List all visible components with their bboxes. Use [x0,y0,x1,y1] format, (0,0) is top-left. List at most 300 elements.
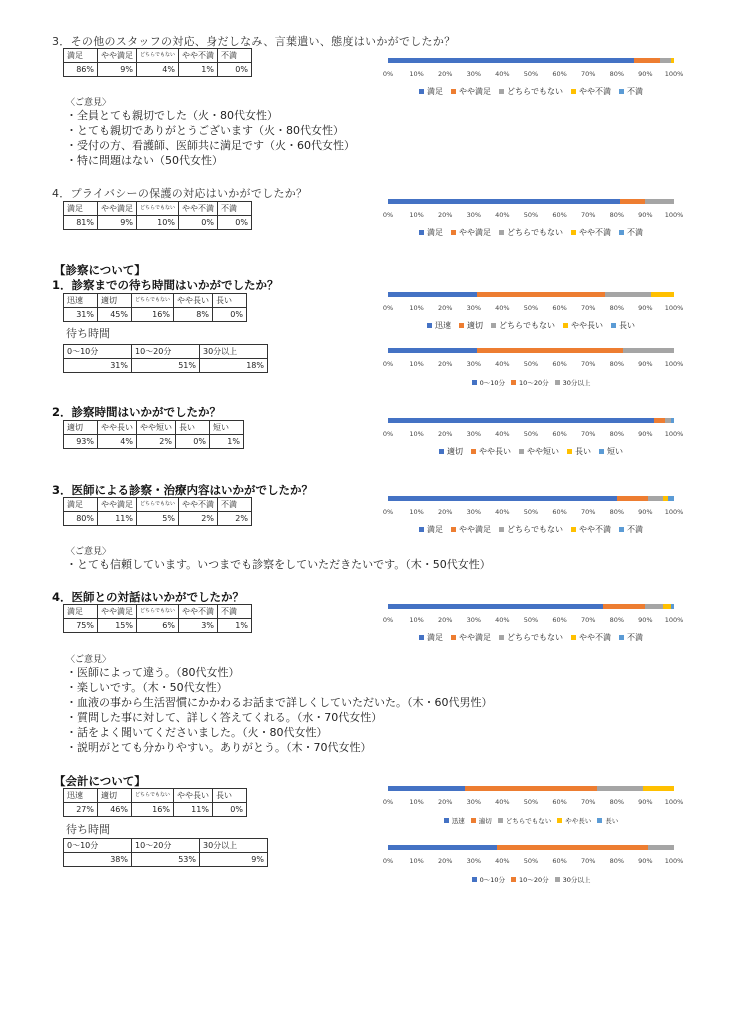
axis-tick-label: 10% [409,616,424,624]
table-header: 迅速 [64,789,98,803]
bar-segment [645,604,662,609]
privacy-table [63,201,252,230]
legend-label: やや不満 [578,228,611,237]
table-header: 適切 [98,294,132,308]
table-header: 10～20分 [132,839,200,853]
axis-tick-label: 50% [523,798,539,806]
legend-item [499,86,563,97]
chart-legend [388,524,674,535]
legend-item [444,816,465,825]
legend-swatch [451,635,456,640]
legend-swatch [472,877,477,882]
table-cell: 4% [137,63,179,77]
axis-tick-label: 10% [409,304,424,312]
bar-segment [651,292,674,297]
legend-item [619,227,643,238]
axis-tick-label: 50% [523,211,539,219]
exam-wait-time-table [63,344,268,373]
bar-segment [605,292,651,297]
legend-swatch [567,449,572,454]
legend-swatch [611,323,616,328]
bar-segment [671,418,674,423]
legend-label: 満足 [427,633,444,642]
axis-tick-label: 0% [382,360,394,368]
table-cell: 4% [98,435,137,449]
legend-swatch [451,230,456,235]
legend-item [571,86,611,97]
legend-label: 適切 [478,817,492,825]
comment-item: ・受付の方、看護師、医師共に満足です（火・60代女性） [66,139,355,152]
table-cell: 46% [98,803,132,817]
legend-label: どちらでもない [507,228,563,237]
table-cell: 0% [212,803,246,817]
chart-legend [388,378,674,387]
table-cell: 1% [217,619,251,633]
table-header: やや不満 [178,49,217,63]
axis-tick-label: 30% [466,360,482,368]
legend-swatch [571,89,576,94]
stacked-bar [388,786,674,791]
table-cell: 2% [217,512,251,526]
axis-tick-label: 60% [552,211,567,219]
legend-label: 満足 [427,525,444,534]
legend-label: 迅速 [451,817,465,825]
table-cell: 0% [176,435,210,449]
table-header: 10～20分 [132,345,200,359]
legend-label: 0～10分 [479,379,506,387]
table-cell: 45% [98,308,132,322]
table-cell: 2% [137,435,176,449]
legend-label: 短い [607,447,623,456]
staff-comments [66,108,355,168]
legend-label: どちらでもない [507,633,563,642]
comment-item: ・楽しいです。（木・50代女性） [66,681,228,694]
comments-title: 〈ご意見〉 [66,98,112,108]
legend-item [419,86,443,97]
axis-tick-label: 20% [437,211,453,219]
table-cell: 0% [178,216,217,230]
legend-label: 長い [575,447,591,456]
bar-segment [477,348,623,353]
axis-tick-label: 40% [495,211,510,219]
axis-tick-label: 90% [638,360,653,368]
legend-label: 適切 [447,447,463,456]
bar-segment [634,58,660,63]
table-cell: 31% [64,359,132,373]
axis-tick-label: 90% [638,798,653,806]
legend-item [567,446,591,457]
axis-tick-label: 30% [466,304,482,312]
table-cell: 16% [132,308,174,322]
legend-label: 0～10分 [479,876,506,884]
legend-swatch [451,89,456,94]
axis-tick-label: 40% [495,70,510,78]
axis-tick-label: 0% [382,430,394,438]
axis-tick-label: 90% [638,508,653,516]
legend-label: やや満足 [459,228,492,237]
legend-item [571,632,611,643]
axis-tick-label: 10% [409,70,424,78]
axis-tick-label: 60% [552,798,567,806]
legend-swatch [471,449,476,454]
legend-item [439,446,463,457]
legend-swatch [597,818,602,823]
axis-tick-label: 100% [664,211,684,219]
legend-item [597,816,618,825]
comment-item: ・医師によって違う。（80代女性） [66,666,240,679]
legend-swatch [498,818,503,823]
legend-swatch [491,323,496,328]
axis-tick-label: 70% [580,798,596,806]
table-header: やや長い [173,294,212,308]
axis-tick-label: 80% [609,508,625,516]
legend-label: 不満 [626,228,643,237]
axis-tick-label: 10% [409,798,424,806]
table-cell: 2% [178,512,217,526]
table-cell: 81% [64,216,98,230]
legend-swatch [519,449,524,454]
stacked-bar [388,292,674,297]
legend-item [511,875,549,884]
axis-tick-label: 30% [466,70,482,78]
axis-tick-label: 20% [437,798,453,806]
legend-item [471,446,511,457]
bar-segment [388,604,603,609]
axis-tick-label: 60% [552,430,567,438]
table-header: どちらでもない [137,49,179,63]
bar-segment [388,496,617,501]
bar-segment [388,418,654,423]
table-header: やや不満 [178,605,217,619]
legend-item [419,632,443,643]
legend-swatch [499,230,504,235]
axis-tick-label: 30% [466,857,482,865]
table-header: 迅速 [64,294,98,308]
legend-label: 不満 [626,525,643,534]
comment-item: ・全員とても親切でした（火・80代女性） [66,109,278,122]
axis-tick-label: 60% [552,360,567,368]
table-cell: 38% [64,853,132,867]
comment-item: ・血液の事から生活習慣にかかわるお話まで詳しくしていただいた。（木・60代男性） [66,696,493,709]
legend-swatch [619,527,624,532]
legend-label: 不満 [626,633,643,642]
legend-swatch [557,818,562,823]
legend-label: どちらでもない [505,817,552,825]
legend-swatch [451,527,456,532]
bar-segment [597,786,643,791]
bar-segment [477,292,606,297]
table-header: やや満足 [98,49,137,63]
bar-segment [643,786,674,791]
table-cell: 9% [200,853,268,867]
axis-tick-label: 60% [552,508,567,516]
table-header: 30分以上 [200,839,268,853]
chart-legend [388,320,674,331]
legend-item [619,524,643,535]
axis-tick-label: 90% [638,430,653,438]
legend-swatch [599,449,604,454]
axis-tick-label: 90% [638,857,653,865]
axis-tick-label: 90% [638,304,653,312]
axis-tick-label: 90% [638,616,653,624]
table-header: 長い [176,421,210,435]
table-header: やや不満 [178,202,217,216]
table-header: やや不満 [178,498,217,512]
table-header: どちらでもない [132,294,174,308]
axis-tick-label: 30% [466,211,482,219]
comment-item: ・特に問題はない（50代女性） [66,154,223,167]
table-cell: 18% [200,359,268,373]
legend-item [499,227,563,238]
table-cell: 11% [173,803,212,817]
table-header: 適切 [64,421,98,435]
axis-tick-label: 0% [382,70,394,78]
axis-tick-label: 100% [664,70,684,78]
legend-item [619,86,643,97]
table-cell: 93% [64,435,98,449]
table-header: 満足 [64,498,98,512]
axis-tick-label: 10% [409,211,424,219]
legend-swatch [499,635,504,640]
legend-label: やや長い [565,817,592,825]
legend-swatch [619,230,624,235]
legend-swatch [619,89,624,94]
comment-item: ・説明がとても分かりやすい。ありがとう。（木・70代女性） [66,741,372,754]
table-cell: 51% [132,359,200,373]
axis-tick-label: 10% [409,857,424,865]
legend-swatch [419,527,424,532]
legend-swatch [571,635,576,640]
bar-segment [497,845,649,850]
axis-tick-label: 100% [664,360,684,368]
table-header: 不満 [217,605,251,619]
legend-label: どちらでもない [507,525,563,534]
bar-segment [645,199,674,204]
bar-segment [648,845,674,850]
legend-label: やや満足 [459,87,492,96]
axis-tick-label: 40% [495,304,510,312]
table-header: 30分以上 [200,345,268,359]
chart-legend [388,86,674,97]
axis-tick-label: 20% [437,616,453,624]
table-header: やや長い [98,421,137,435]
axis-tick-label: 100% [664,508,684,516]
legend-label: 満足 [427,87,444,96]
legend-label: 長い [605,817,619,825]
axis-tick-label: 50% [523,304,539,312]
table-header: 0～10分 [64,345,132,359]
bar-segment [660,58,671,63]
axis-tick-label: 20% [437,70,453,78]
legend-swatch [571,527,576,532]
axis-tick-label: 20% [437,304,453,312]
bar-segment [671,604,674,609]
legend-item [498,816,551,825]
table-header: やや満足 [98,202,137,216]
axis-tick-label: 80% [609,70,625,78]
exam-time-table [63,420,244,449]
axis-tick-label: 50% [523,508,539,516]
legend-swatch [499,527,504,532]
bar-segment [388,786,465,791]
axis-tick-label: 80% [609,360,625,368]
bar-segment [465,786,597,791]
legend-swatch [563,323,568,328]
legend-label: やや長い [570,321,603,330]
legend-item [471,816,492,825]
comments-title: 〈ご意見〉 [66,547,112,557]
legend-item [451,227,491,238]
treatment-comments [66,557,491,572]
axis-tick-label: 70% [580,70,596,78]
comment-item: ・とても親切でありがとうございます（火・80代女性） [66,124,344,137]
table-header: 不満 [217,49,251,63]
table-cell: 10% [137,216,179,230]
table-cell: 5% [137,512,179,526]
axis-tick-label: 50% [523,360,539,368]
table-header: どちらでもない [137,605,179,619]
axis-tick-label: 60% [552,857,567,865]
axis-tick-label: 100% [664,798,684,806]
chart-legend [388,816,674,825]
legend-swatch [619,635,624,640]
chart-legend [388,446,674,457]
table-cell: 16% [132,803,174,817]
legend-swatch [419,635,424,640]
axis-tick-label: 20% [437,430,453,438]
legend-label: どちらでもない [507,87,563,96]
dialogue-table [63,604,252,633]
axis-tick-label: 0% [382,211,394,219]
legend-item [419,227,443,238]
table-cell: 86% [64,63,98,77]
axis-tick-label: 70% [580,430,596,438]
legend-swatch [472,380,477,385]
bar-segment [648,496,662,501]
billing-time-table [63,838,268,867]
table-cell: 27% [64,803,98,817]
axis-tick-label: 100% [664,304,684,312]
legend-label: どちらでもない [499,321,555,330]
wait-time-subtitle: 待ち時間 [66,327,110,340]
bar-segment [663,604,672,609]
table-header: やや長い [173,789,212,803]
table-cell: 0% [217,63,251,77]
legend-item [459,320,483,331]
dialogue-comments [66,665,493,755]
table-cell: 9% [98,63,137,77]
table-header: 長い [212,294,246,308]
table-cell: 9% [98,216,137,230]
treatment-table [63,497,252,526]
legend-label: 30分以上 [562,876,591,884]
axis-tick-label: 30% [466,616,482,624]
table-header: 長い [212,789,246,803]
table-cell: 80% [64,512,98,526]
staff-question: 3．その他のスタッフの対応、身だしなみ、言葉遣い、態度はいかがでしたか？ [52,35,456,48]
stacked-bar [388,199,674,204]
bar-segment [671,58,674,63]
axis-tick-label: 100% [664,857,684,865]
bar-segment [617,496,648,501]
table-cell: 3% [178,619,217,633]
axis-tick-label: 10% [409,430,424,438]
axis-tick-label: 80% [609,430,625,438]
legend-swatch [419,230,424,235]
chart-legend [388,227,674,238]
legend-item [451,86,491,97]
legend-label: やや満足 [459,525,492,534]
axis-tick-label: 50% [523,616,539,624]
axis-tick-label: 70% [580,857,596,865]
axis-tick-label: 80% [609,857,625,865]
table-header: どちらでもない [132,789,174,803]
legend-item [571,524,611,535]
axis-tick-label: 90% [638,211,653,219]
wait-time-subtitle: 待ち時間 [66,823,110,836]
legend-item [499,632,563,643]
table-cell: 75% [64,619,98,633]
legend-item [571,227,611,238]
legend-label: 迅速 [435,321,452,330]
stacked-bar [388,348,674,353]
table-header: 満足 [64,49,98,63]
table-header: やや満足 [98,498,137,512]
axis-tick-label: 70% [580,304,596,312]
axis-tick-label: 100% [664,430,684,438]
table-cell: 0% [212,308,246,322]
legend-item [599,446,623,457]
axis-tick-label: 70% [580,616,596,624]
chart-legend [388,875,674,884]
legend-label: 満足 [427,228,444,237]
table-cell: 0% [217,216,251,230]
axis-tick-label: 100% [664,616,684,624]
staff-table [63,48,252,77]
axis-tick-label: 60% [552,616,567,624]
legend-swatch [439,449,444,454]
axis-tick-label: 0% [382,857,394,865]
table-header: 不満 [217,202,251,216]
legend-item [499,524,563,535]
legend-swatch [499,89,504,94]
stacked-bar [388,58,674,63]
comment-item: ・とても信頼しています。いつまでも診察をしていただきたいです。（木・50代女性） [66,558,491,571]
table-cell: 31% [64,308,98,322]
axis-tick-label: 40% [495,360,510,368]
axis-tick-label: 80% [609,304,625,312]
legend-label: やや長い [479,447,511,456]
legend-label: やや満足 [459,633,492,642]
legend-swatch [471,818,476,823]
table-cell: 8% [173,308,212,322]
table-header: 満足 [64,605,98,619]
bar-segment [654,418,665,423]
legend-item [472,875,505,884]
legend-label: 10～20分 [519,876,549,884]
axis-tick-label: 40% [495,857,510,865]
legend-item [427,320,451,331]
axis-tick-label: 70% [580,360,596,368]
axis-tick-label: 40% [495,798,510,806]
legend-swatch [459,323,464,328]
comment-item: ・話をよく聞いてくださいました。（火・80代女性） [66,726,328,739]
exam-time-question: 2．診察時間はいかがでしたか？ [52,405,221,419]
legend-item [555,875,591,884]
axis-tick-label: 70% [580,508,596,516]
treatment-question: 3．医師による診察・治療内容はいかがでしたか？ [52,483,313,497]
stacked-bar [388,604,674,609]
